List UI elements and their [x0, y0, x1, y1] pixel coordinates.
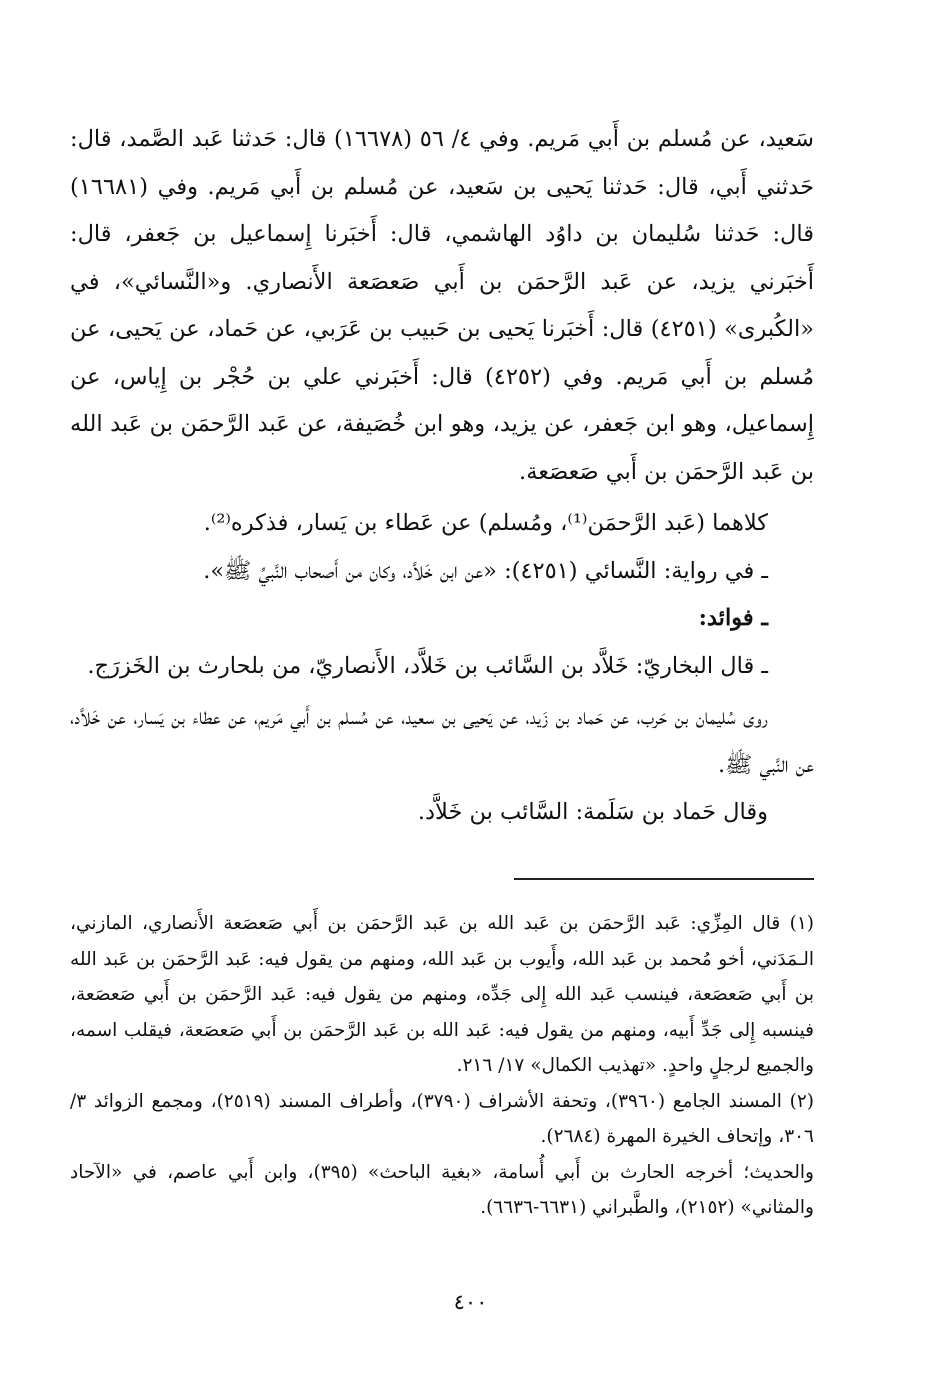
- footnote-2: (٢) المسند الجامع (٣٩٦٠)، وتحفة الأشراف (٣٧٩٠)، وأطراف المسند (٢٥١٩)، ومجمع الزوائد ٣/ ٣٠٦، وإتحاف الخيرة المهرة (٢٦٨٤).: [70, 1090, 814, 1147]
- paragraph-bukhari: ـ قال البخاريّ: خَلاَّد بن السَّائب بن خَلاَّد، الأَنصاريّ، من بلحارث بن الخَزرَج.: [87, 652, 768, 679]
- page: [70, 116, 815, 1218]
- paragraph-rawa: روى سُليمان بن حَرب، عن حَماد بن زَيد، عن يَحيى بن سعيد، عن مُسلم بن أَبي مَريم، عن عطاء بن يَسار، عن خَلاَّد، عن النَّبي ﷺ.: [70, 704, 814, 778]
- footnote-2-continuation: والحديث؛ أخرجه الحارث بن أَبي أُسامة، «بغية الباحث» (٣٩٥)، وابن أَبي عاصم، في «الآحاد والمثاني» (٢١٥٢)، والطَّبراني (٦٦٣١-٦٦٣٦).: [70, 1161, 814, 1218]
- footnotes: [70, 906, 814, 1226]
- paragraph-both: كلاهما (عَبد الرَّحمَن⁽¹⁾، ومُسلم) عن عَطاء بن يَسار، فذكره⁽²⁾.: [203, 510, 768, 536]
- paragraph-hammad: وقال حَماد بن سَلَمة: السَّائب بن خَلاَّد.: [417, 799, 768, 825]
- paragraph-isnad: سَعيد، عن مُسلم بن أَبي مَريم. وفي ٤/ ٥٦ (١٦٦٧٨) قال: حَدثنا عَبد الصَّمد، قال: حَدثني أَبي، قال: حَدثنا يَحيى بن سَعيد، عن مُسلم بن أَبي مَريم. وفي (١٦٦٨١) قال: حَدثنا سُليمان بن داوُد الهاشمي، قال: أَخبَرنا إِسماعيل بن جَعفر، قال: أَخبَرني يزيد، عن عَبد الرَّحمَن بن أَبي صَعصَعة الأَنصاري. و«النَّسائي»، في «الكُبرى» (٤٢٥١) قال: أَخبَرنا يَحيى بن حَبيب بن عَرَبي، عن حَماد، عن يَحيى، عن مُسلم بن أَبي مَريم. وفي (٤٢٥٢) قال: أَخبَرني علي بن حُجْر بن إِياس، عن إِسماعيل، وهو ابن جَعفر، عن يزيد، وهو ابن خُصَيفة، عن عَبد الرَّحمَن بن عَبد الله بن عَبد الرَّحمَن بن أَبي صَعصَعة.: [70, 126, 815, 485]
- paragraph-riwaya: ـ في رواية: النَّسائي (٤٢٥١): «عن ابن خَلاَّد، وكان من أَصحاب النَّبيِّ ﷺ».: [203, 557, 768, 584]
- main-text: [70, 116, 814, 837]
- page-number: ٤٠٠: [453, 1290, 488, 1314]
- heading-fawaid: ـ فوائد:: [698, 605, 768, 631]
- footnote-divider: [514, 878, 814, 880]
- footnote-1: (١) قال المِزِّي: عَبد الرَّحمَن بن عَبد الله بن عَبد الرَّحمَن بن أَبي صَعصَعة الأَنصاري، المازني، الـمَدَني، أخو مُحمد بن عَبد الله، وأَيوب بن عَبد الله، ومنهم من يقول فيه: عَبد الرَّحمَن بن عَبد الله بن أَبي صَعصَعة، فينسب عَبد الله إِلى جَدِّه، ومنهم من يقول فيه: عَبد الرَّحمَن بن أَبي صَعصَعة، فينسبه إِلى جَدِّ أَبيه، ومنهم من يقول فيه: عَبد الله بن عَبد الرَّحمَن بن أَبي صَعصَعة، فيقلب اسمه، والجميع لرجلٍ واحدٍ. «تهذيب الكمال» ١٧/ ٢١٦.: [70, 913, 814, 1076]
